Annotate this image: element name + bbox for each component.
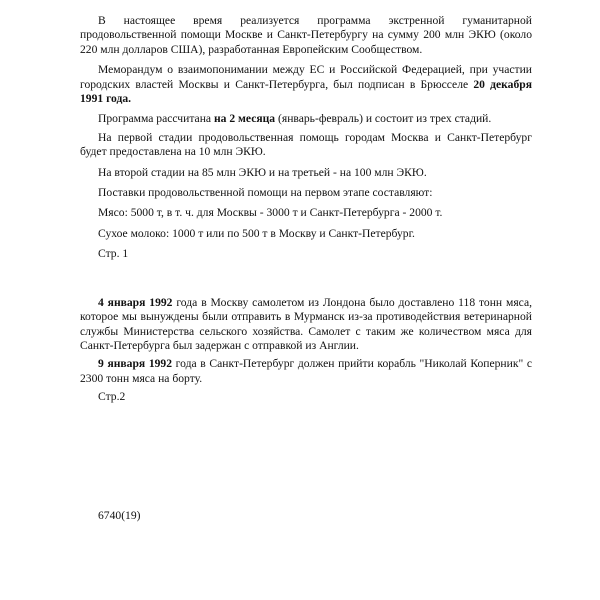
paragraph-stage-one (80, 131, 532, 160)
paragraph-supplies (80, 186, 532, 200)
stage-two-three-text: На второй стадии на 85 млн ЭКЮ и на третьей - на 100 млн ЭКЮ. (98, 165, 427, 179)
duration-bold: на 2 месяца (213, 112, 276, 126)
paragraph-jan9 (80, 357, 532, 386)
page-number-1 (80, 247, 532, 261)
memorandum-text: Меморандум о взаимопонимании между ЕС и Российской Федерацией, при участии городских властей Москвы и Санкт-Петербурга, был подписан в Брюсселе (80, 63, 532, 91)
page-number-2 (80, 390, 532, 404)
document-page (80, 14, 532, 523)
duration-pre: Программа рассчитана (98, 112, 214, 126)
document-code (80, 509, 532, 523)
page-number-2-text: Стр.2 (98, 390, 126, 404)
duration-post: (январь-февраль) и состоит из трех стадий. (275, 112, 492, 126)
paragraph-milk (80, 227, 532, 241)
paragraph-meat (80, 206, 532, 220)
meat-text: Мясо: 5000 т, в т. ч. для Москвы - 3000 т и Санкт-Петербурга - 2000 т. (98, 206, 443, 220)
jan4-date: 4 января 1992 (98, 295, 173, 309)
paragraph-memorandum (80, 63, 532, 106)
jan9-date: 9 января 1992 (98, 357, 173, 371)
stage-one-text: На первой стадии продовольственная помощь городам Москва и Санкт-Петербург будет предоставлена на 10 млн ЭКЮ. (80, 130, 532, 159)
paragraph-program (80, 14, 532, 57)
supplies-text: Поставки продовольственной помощи на первом этапе составляют: (98, 186, 433, 200)
paragraph-duration (80, 112, 532, 126)
memorandum-date: 20 декабря 1991 года. (80, 77, 532, 106)
document-code-text: 6740(19) (98, 508, 141, 522)
page-number-1-text: Стр. 1 (98, 247, 129, 261)
paragraph-jan4 (80, 296, 532, 354)
paragraph-program-text: В настоящее время реализуется программа экстренной гуманитарной продовольственной помощи Москве и Санкт-Петербургу на сумму 200 млн ЭКЮ (около 220 млн долларов США), разработанная Европейским Сообществом. (80, 14, 532, 56)
milk-text: Сухое молоко: 1000 т или по 500 т в Москву и Санкт-Петербург. (98, 226, 415, 240)
paragraph-stage-two-three (80, 166, 532, 180)
jan9-text: года в Санкт-Петербург должен прийти корабль "Николай Коперник" с 2300 тонн мяса на борту. (80, 357, 533, 385)
jan4-text: года в Москву самолетом из Лондона было доставлено 118 тонн мяса, которое мы вынуждены были отправить в Мурманск из-за противодействия ветеринарной службы Министерства сельского хозяйства. Самолет с таким же количеством мяса для Санкт-Петербурга был задержан с отправкой из Англии. (80, 295, 532, 352)
